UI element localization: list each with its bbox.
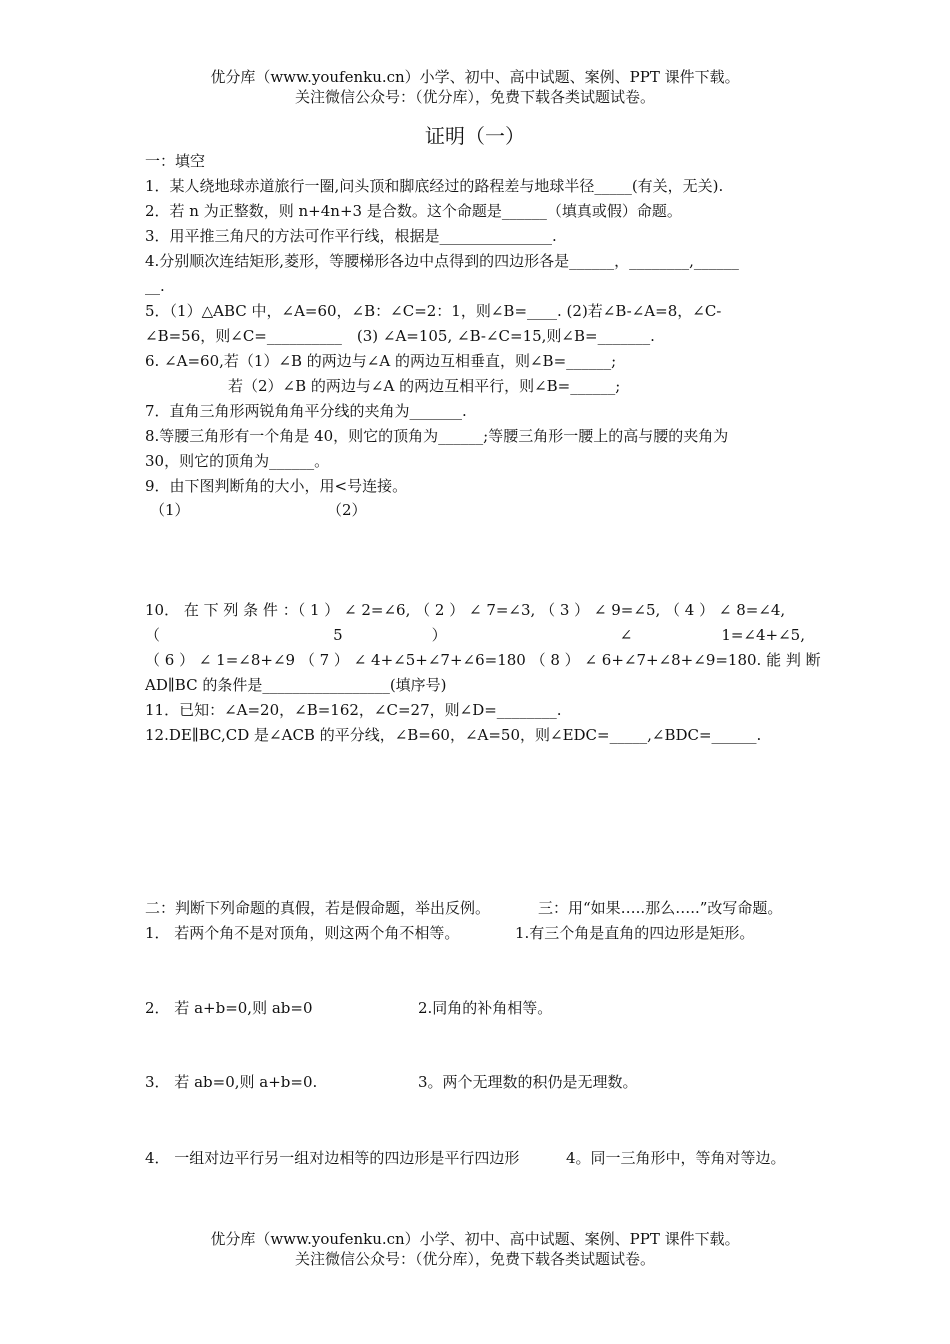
question-6-line1: 6. ∠A=60,若（1）∠B 的两边与∠A 的两边互相垂直，则∠B=______; (145, 352, 617, 370)
question-2: 2．若 n 为正整数，则 n+4n+3 是合数。这个命题是______（填真或假）命题。 (145, 202, 682, 220)
section2-item-3: 3． 若 ab=0,则 a+b=0. (145, 1073, 318, 1091)
question-4-line1: 4.分别顺次连结矩形,菱形，等腰梯形各边中点得到的四边形各是______，________,______ (145, 252, 739, 270)
section3-item-4: 4。同一三角形中，等角对等边。 (566, 1149, 786, 1167)
page-title: 证明（一） (425, 124, 525, 148)
question-10-line4: AD∥BC 的条件是_________________(填序号) (145, 676, 447, 694)
section3-heading: 三：用“如果…..那么…..”改写命题。 (538, 899, 783, 917)
question-10-line2: （ 5 ） ∠ 1=∠4+∠5, (145, 626, 805, 644)
header-line-2: 关注微信公众号：（优分库），免费下载各类试题试卷。 (294, 88, 655, 106)
section3-item-2: 2.同角的补角相等。 (418, 999, 553, 1017)
section2-item-2: 2． 若 a+b=0,则 ab=0 (145, 999, 313, 1017)
section1-heading: 一：填空 (145, 152, 206, 170)
footer-line-2: 关注微信公众号：（优分库），免费下载各类试题试卷。 (294, 1250, 655, 1268)
section2-heading: 二：判断下列命题的真假，若是假命题，举出反例。 (145, 899, 491, 917)
section2-item-4: 4． 一组对边平行另一组对边相等的四边形是平行四边形 (145, 1149, 520, 1167)
question-5-line1: 5．（1）△ABC 中，∠A=60，∠B：∠C=2：1，则∠B=____. (2)若∠B-∠A=8，∠C- (145, 302, 722, 320)
section2-item-1: 1． 若两个角不是对顶角，则这两个角不相等。 (145, 924, 460, 942)
question-7: 7．直角三角形两锐角角平分线的夹角为_______. (145, 402, 467, 420)
question-8-line2: 30，则它的顶角为______。 (145, 452, 330, 470)
figure-label-1: （1） (150, 501, 190, 519)
question-10-line3: （ 6 ） ∠ 1=∠8+∠9 （ 7 ） ∠ 4+∠5+∠7+∠6=180 （ 8 ） ∠ 6+∠7+∠8+∠9=180. 能 判 断 (145, 651, 821, 669)
figure-label-2: （2） (327, 501, 367, 519)
header-line-1: 优分库（www.youfenku.cn）小学、初中、高中试题、案例、PPT 课件下载。 (210, 68, 740, 86)
question-6-line2: 若（2）∠B 的两边与∠A 的两边互相平行，则∠B=______; (228, 377, 621, 395)
question-1: 1．某人绕地球赤道旅行一圈,问头顶和脚底经过的路程差与地球半径_____(有关，无关). (145, 177, 724, 195)
footer-line-1: 优分库（www.youfenku.cn）小学、初中、高中试题、案例、PPT 课件下载。 (210, 1230, 740, 1248)
section3-item-3: 3。两个无理数的积仍是无理数。 (418, 1073, 638, 1091)
question-12: 12.DE∥BC,CD 是∠ACB 的平分线，∠B=60，∠A=50，则∠EDC=_____,∠BDC=______. (145, 726, 762, 744)
question-9: 9．由下图判断角的大小，用<号连接。 (145, 477, 408, 495)
question-4-line2: __. (145, 277, 165, 295)
question-8-line1: 8.等腰三角形有一个角是 40，则它的顶角为______;等腰三角形一腰上的高与腰的夹角为 (145, 427, 729, 445)
question-11: 11．已知：∠A=20，∠B=162，∠C=27，则∠D=________. (145, 701, 562, 719)
question-10-line1: 10． 在 下 列 条 件 ：（ 1 ） ∠ 2=∠6, （ 2 ） ∠ 7=∠3, （ 3 ） ∠ 9=∠5, （ 4 ） ∠ 8=∠4, (145, 601, 786, 619)
question-5-line2: ∠B=56，则∠C=__________ (3) ∠A=105, ∠B-∠C=15,则∠B=_______. (145, 327, 655, 345)
question-3: 3．用平推三角尺的方法可作平行线，根据是_______________. (145, 227, 557, 245)
section3-item-1: 1.有三个角是直角的四边形是矩形。 (515, 924, 755, 942)
